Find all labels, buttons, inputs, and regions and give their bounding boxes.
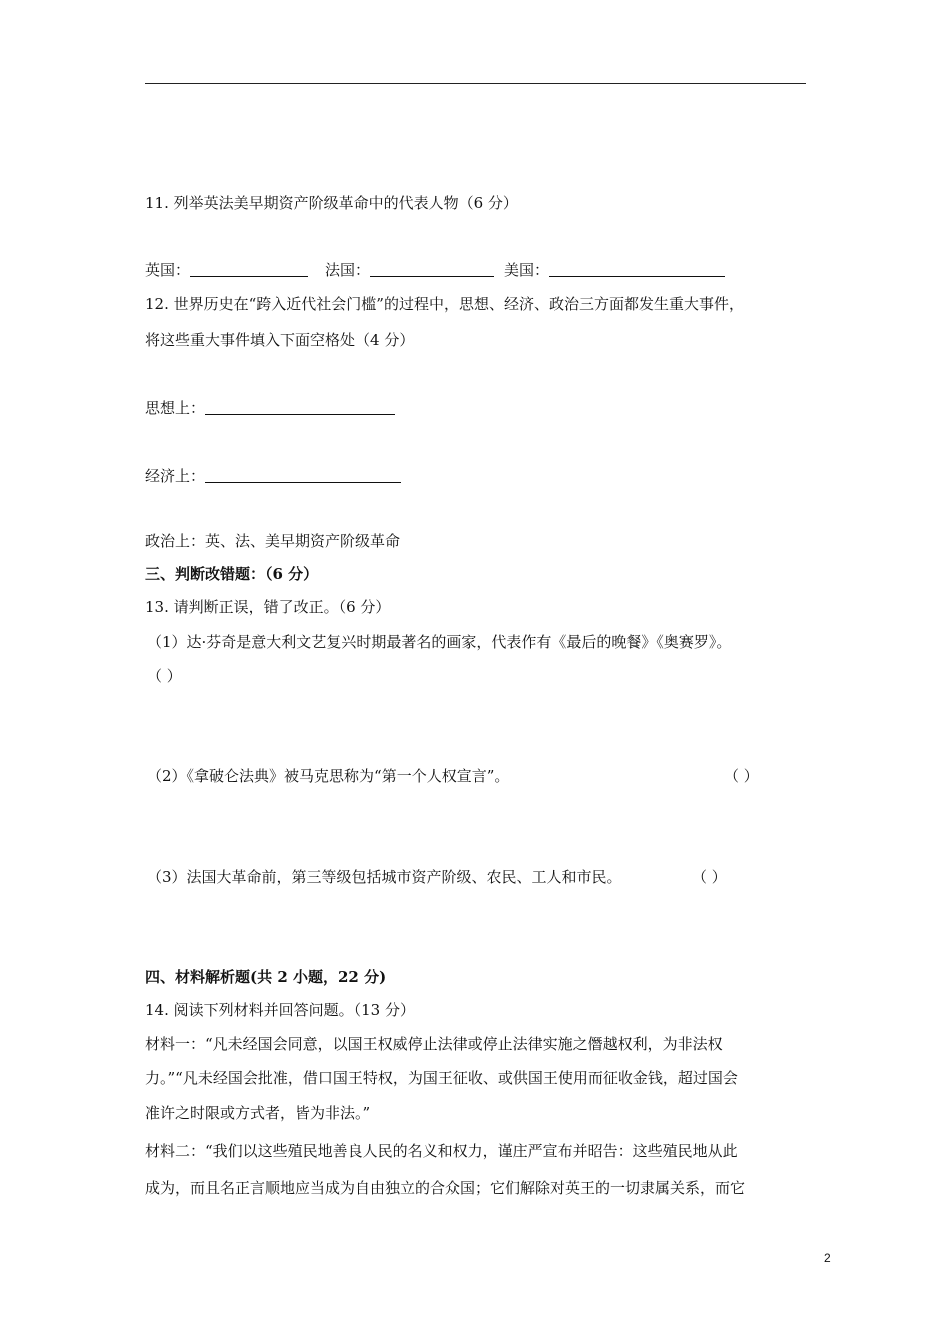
- material1-line1: 材料一：“凡未经国会同意，以国王权威停止法律或停止法律实施之僭越权利，为非法权: [145, 1035, 723, 1053]
- section4-heading: 四、材料解析题(共 2 小题，22 分): [145, 968, 387, 986]
- france-label: 法国：: [325, 261, 371, 279]
- q13-item2-paren[interactable]: （ ）: [724, 767, 759, 785]
- france-blank[interactable]: [370, 262, 494, 277]
- economy-label: 经济上：: [145, 467, 206, 485]
- page-number: 2: [824, 1251, 831, 1265]
- section3-heading: 三、判断改错题：（6 分）: [145, 565, 319, 583]
- england-label: 英国：: [145, 261, 191, 279]
- thought-label: 思想上：: [145, 399, 206, 417]
- usa-label: 美国：: [504, 261, 550, 279]
- q13-item2: （2）《拿破仑法典》被马克思称为“第一个人权宣言”。: [147, 767, 510, 785]
- thought-blank[interactable]: [205, 400, 395, 415]
- q13-item1-paren[interactable]: （ ）: [147, 667, 182, 685]
- q13-item3-paren[interactable]: （ ）: [692, 868, 727, 886]
- politics-row: 政治上：英、法、美早期资产阶级革命: [145, 532, 401, 550]
- material1-line3: 准许之时限或方式者，皆为非法。”: [145, 1104, 371, 1122]
- material2-line1: 材料二：“我们以这些殖民地善良人民的名义和权力，谨庄严宣布并昭告：这些殖民地从此: [145, 1142, 738, 1160]
- q11-answer-row: [145, 260, 725, 280]
- usa-blank[interactable]: [549, 262, 725, 277]
- q12-line1: 12. 世界历史在“跨入近代社会门槛”的过程中，思想、经济、政治三方面都发生重大事件，: [145, 295, 744, 313]
- england-blank[interactable]: [190, 262, 308, 277]
- q14-title: 14. 阅读下列材料并回答问题。（13 分）: [145, 1001, 415, 1019]
- q13-item1: （1）达·芬奇是意大利文艺复兴时期最著名的画家，代表作有《最后的晚餐》《奥赛罗》。: [147, 633, 732, 651]
- q13-title: 13. 请判断正误，错了改正。（6 分）: [145, 598, 391, 616]
- q13-item3: （3）法国大革命前，第三等级包括城市资产阶级、农民、工人和市民。: [147, 868, 622, 886]
- material2-line2: 成为，而且名正言顺地应当成为自由独立的合众国；它们解除对英王的一切隶属关系，而它: [145, 1179, 746, 1197]
- q11-title: 11. 列举英法美早期资产阶级革命中的代表人物（6 分）: [145, 194, 518, 212]
- economy-row: [145, 466, 401, 486]
- material1-line2: 力。”“凡未经国会批准，借口国王特权，为国王征收、或供国王使用而征收金钱，超过国会: [145, 1069, 738, 1087]
- economy-blank[interactable]: [205, 468, 401, 483]
- header-rule: [145, 83, 806, 84]
- q12-line2: 将这些重大事件填入下面空格处（4 分）: [145, 331, 415, 349]
- thought-row: [145, 398, 395, 418]
